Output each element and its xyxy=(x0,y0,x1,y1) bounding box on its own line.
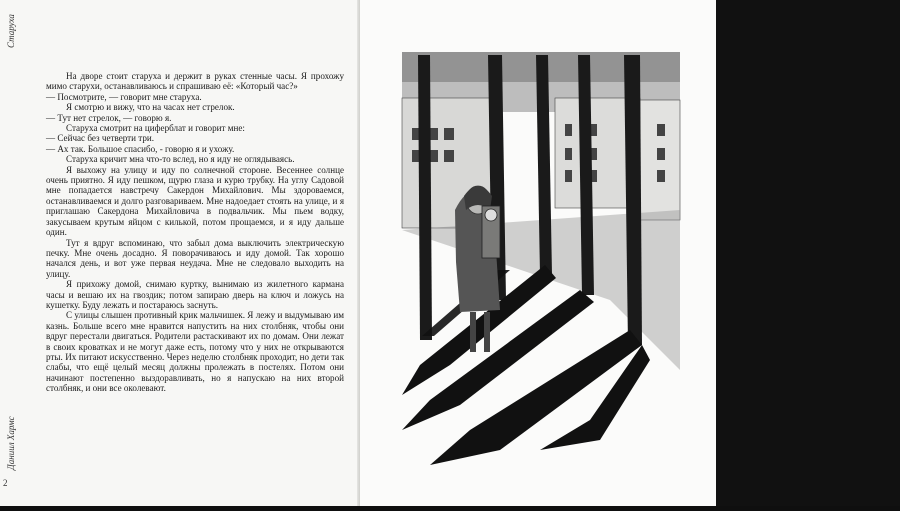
story-paragraph: Старуха смотрит на циферблат и говорит мне: xyxy=(66,123,245,134)
running-title: Старуха xyxy=(6,14,16,48)
dark-background xyxy=(716,0,900,506)
story-paragraph: С улицы слышен противный крик мальчишек. Я лежу и выдумываю им казнь. Больше всего мне нравится напустить на них столбняк, чтобы они вдруг перестали двигаться. Родители растаскивают их по домам. Они лежат в своих кроватках и не могут даже есть, потому что у них не открываются рты. Их питают искусственно. Через неделю столбняк проходит, но дети так слабы, что ещё целый месяц должны пролежать в постелях. Потом они начинают постепенно выздоравливать, но я напускаю на них второй столбняк, и они все околевают. xyxy=(46,310,344,394)
story-text xyxy=(46,71,344,394)
illustration-old-woman-with-clock xyxy=(360,0,716,506)
story-paragraph: Я смотрю и вижу, что на часах нет стрелок. xyxy=(66,102,235,113)
story-paragraph: — Ах так. Большое спасибо, - говорю я и ухожу. xyxy=(46,143,235,154)
author-name: Даниил Хармс xyxy=(6,416,16,470)
story-paragraph: Старуха кричит мна что-то вслед, но я иду не оглядываясь. xyxy=(66,154,295,165)
page-number: 2 xyxy=(3,478,8,488)
story-paragraph: Тут я вдруг вспоминаю, что забыл дома выключить электрическую печку. Мне очень досадно. Я поворачиваюсь и иду домой. Так хорошо начался день, и вот уже первая неудача. Мне не следовало выходить на улицу. xyxy=(46,237,344,279)
story-paragraph: Я выхожу на улицу и иду по солнечной стороне. Весеннее солнце очень приятно. Я иду пешком, щурю глаза и курю трубку. На углу Садовой мне попадается навстречу Сакердон Михайлович. Мы здороваемся, останавливаемся и долго разговариваем. Мне надоедает стоять на улице, и я приглашаю Сакердона Михайловича в подвальчик. Мы пьем водку, закусываем крутым яйцом с килькой, потом прощаемся, и я иду дальше один. xyxy=(46,164,344,238)
story-paragraph: — Сейчас без четверти три. xyxy=(46,133,155,144)
story-paragraph: — Тут нет стрелок, — говорю я. xyxy=(46,112,172,123)
story-paragraph: На дворе стоит старуха и держит в руках стенные часы. Я прохожу мимо старухи, останавливаюсь и спрашиваю её: «Который час?» xyxy=(46,71,344,92)
left-page xyxy=(0,0,360,506)
right-page xyxy=(360,0,716,506)
story-paragraph: — Посмотрите, — говорит мне старуха. xyxy=(46,91,202,102)
story-paragraph: Я прихожу домой, снимаю куртку, вынимаю из жилетного кармана часы и вешаю их на гвоздик; потом запираю дверь на ключ и ложусь на кушетку. Буду лежать и постараюсь заснуть. xyxy=(46,279,344,310)
